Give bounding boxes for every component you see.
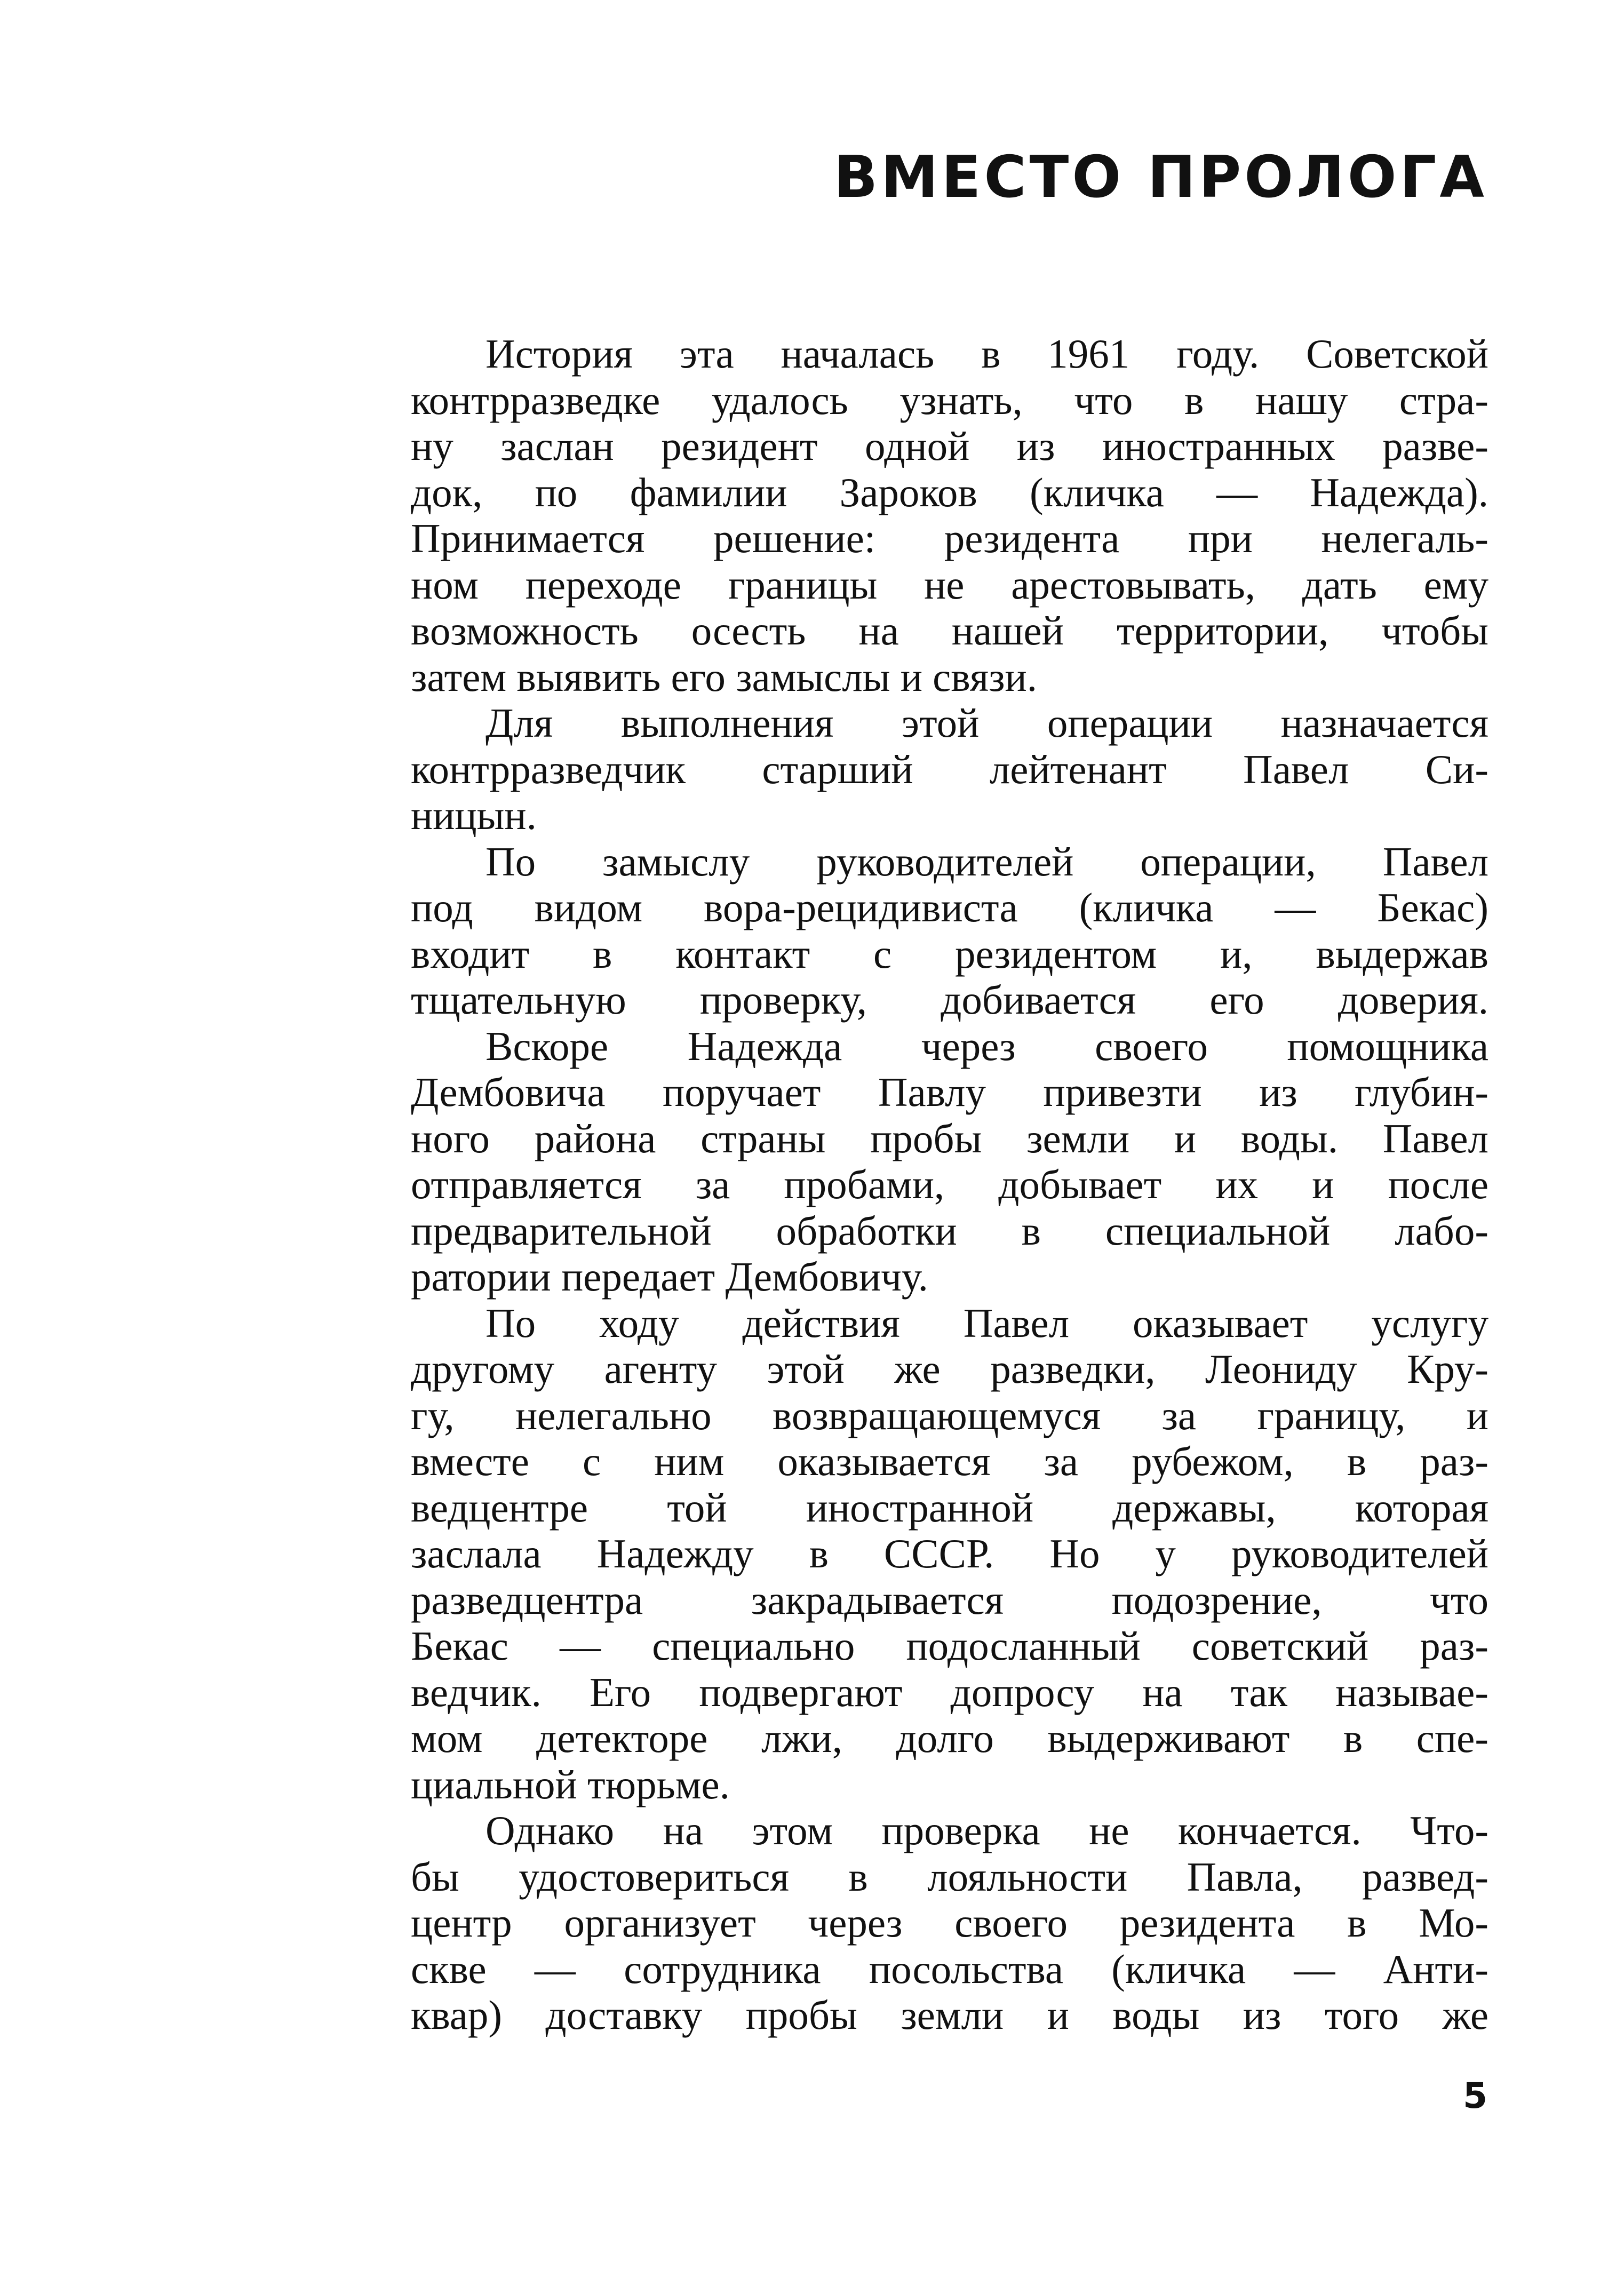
text-line: возможность осесть на нашей территории, чтобы [411,608,1488,654]
text-line: центр организует через своего резидента в Мо- [411,1900,1488,1946]
text-line: затем выявить его замыслы и связи. [411,654,1037,700]
text-line: ну заслан резидент одной из иностранных разве- [411,423,1488,469]
text-line: Дембовича поручает Павлу привезти из глубин- [411,1069,1488,1115]
text-line: вместе с ним оказывается за рубежом, в раз- [411,1438,1488,1484]
text-line: По замыслу руководителей операции, Павел [485,838,1488,885]
text-line: отправляется за пробами, добывает их и после [411,1161,1488,1207]
text-line: разведцентра закрадывается подозрение, что [411,1576,1488,1623]
text-line: Вскоре Надежда через своего помощника [485,1023,1488,1069]
text-line: ницын. [411,792,537,838]
text-line: Бекас — специально подосланный советский раз- [411,1623,1488,1669]
text-line: Однако на этом проверка не кончается. Что- [485,1807,1488,1853]
text-line: циальной тюрьме. [411,1761,730,1807]
text-line: входит в контакт с резидентом и, выдержав [411,930,1488,977]
text-line: мом детекторе лжи, долго выдерживают в спе- [411,1715,1488,1761]
text-line: заслала Надежду в СССР. Но у руководителей [411,1531,1488,1576]
text-line: бы удостовериться в лояльности Павла, развед- [411,1853,1488,1900]
text-line: ного района страны пробы земли и воды. Павел [411,1115,1488,1161]
text-line: предварительной обработки в специальной лабо- [411,1207,1488,1254]
text-line: ном переходе границы не арестовывать, дать ему [411,561,1488,608]
text-line: Для выполнения этой операции назначается [485,700,1488,746]
body-text [411,331,1488,2038]
text-line: контрразведке удалось узнать, что в нашу стра- [411,377,1488,423]
text-line: ведцентре той иностранной державы, которая [411,1484,1488,1531]
text-line: док, по фамилии Зароков (кличка — Надежда). [411,469,1488,515]
text-line: скве — сотрудника посольства (кличка — Анти- [411,1946,1488,1992]
text-line: ведчик. Его подвергают допросу на так называе- [411,1669,1488,1715]
text-line: гу, нелегально возвращающемуся за границу, и [411,1392,1488,1438]
text-line: По ходу действия Павел оказывает услугу [485,1300,1488,1346]
page-number: 5 [1463,2075,1487,2116]
text-line: История эта началась в 1961 году. Советской [485,331,1488,377]
chapter-heading: ВМЕСТО ПРОЛОГА [833,144,1487,211]
text-line: под видом вора-рецидивиста (кличка — Бекас) [411,885,1488,930]
text-line: Принимается решение: резидента при нелегаль- [411,515,1488,561]
text-line: ратории передает Дембовичу. [411,1254,928,1300]
text-line: другому агенту этой же разведки, Леониду Кру- [411,1346,1488,1392]
text-line: контрразведчик старший лейтенант Павел Си- [411,746,1488,792]
text-line: тщательную проверку, добивается его доверия. [411,977,1488,1023]
text-line: квар) доставку пробы земли и воды из того же [411,1992,1488,2038]
